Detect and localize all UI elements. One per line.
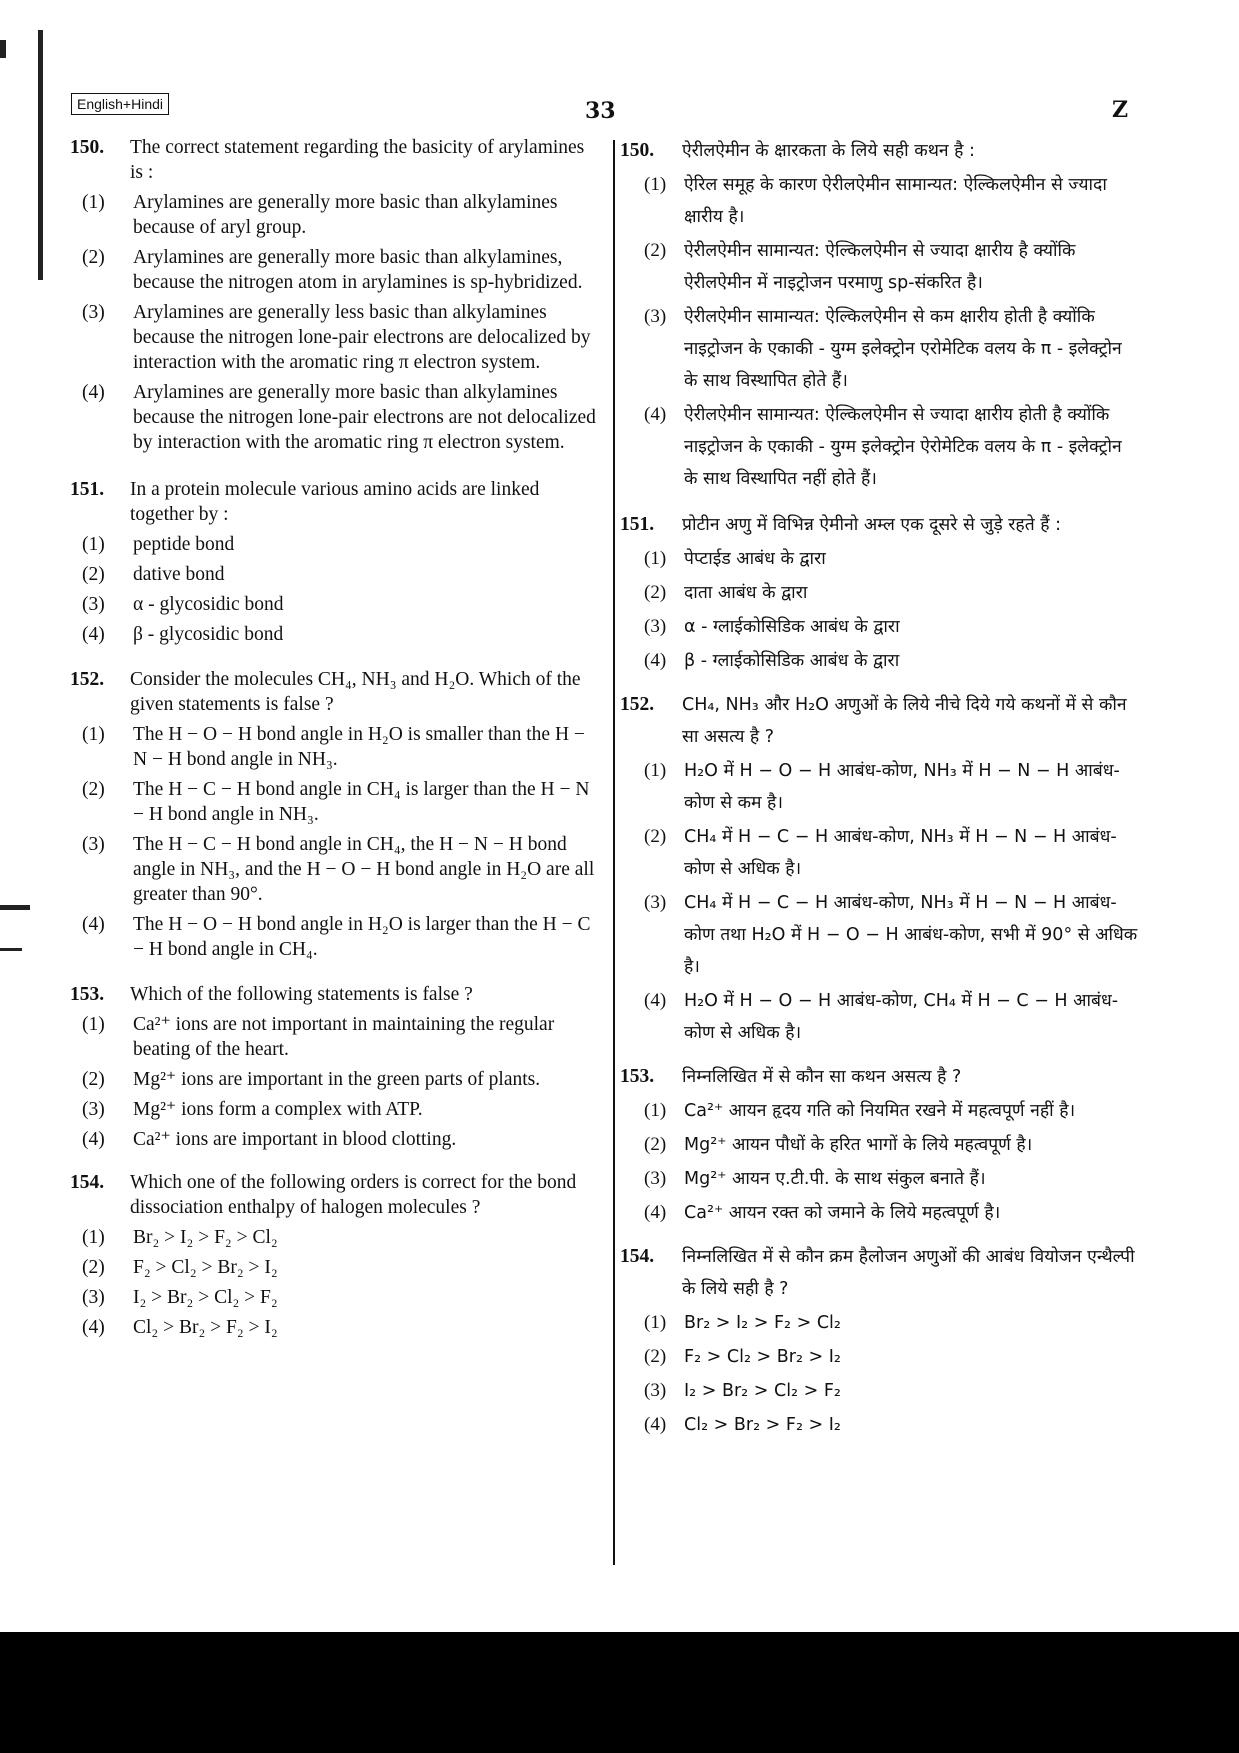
option-text: F₂ > Cl₂ > Br₂ > I₂ <box>684 1347 841 1367</box>
answer-option <box>620 821 1140 885</box>
question-text: The correct statement regarding the basicity of arylamines is : <box>130 137 585 183</box>
option-text: Ca²⁺ ions are not important in maintaining the regular beating of the heart. <box>133 1014 555 1060</box>
question-stem <box>620 1061 1140 1093</box>
question-block <box>620 135 1140 495</box>
option-text: Br₂ > I₂ > F₂ > Cl₂ <box>133 1227 278 1248</box>
answer-option <box>70 1285 600 1310</box>
option-text: α - glycosidic bond <box>133 594 284 615</box>
question-block <box>70 982 600 1152</box>
footer-band <box>0 1632 1239 1753</box>
option-text: ऐरीलऐमीन सामान्यत: ऐल्किलऐमीन से कम क्षारीय होती है क्योंकि नाइट्रोजन के एकाकी - युग्म इलेक्ट्रोन एरोमेटिक वलय के π - इलेक्ट्रोन के साथ विस्थापित होते हैं। <box>684 307 1122 391</box>
answer-option <box>620 1163 1140 1195</box>
question-number: 153. <box>620 1066 655 1087</box>
answer-option <box>70 832 600 907</box>
question-text: Consider the molecules CH₄, NH₃ and H₂O. Which of the given statements is false ? <box>130 669 581 715</box>
question-stem <box>620 135 1140 167</box>
hindi-column <box>620 135 1140 1441</box>
question-text: CH₄, NH₃ और H₂O अणुओं के लिये नीचे दिये गये कथनों में से कौन सा असत्य है ? <box>682 695 1127 747</box>
question-number: 152. <box>620 694 655 715</box>
question-text: Which one of the following orders is correct for the bond dissociation enthalpy of halogen molecules ? <box>130 1172 577 1218</box>
question-number: 150. <box>620 140 655 161</box>
answer-option <box>620 1197 1140 1229</box>
question-stem <box>70 1170 600 1220</box>
paper-set-code: Z <box>1112 97 1129 123</box>
answer-option <box>70 1127 600 1152</box>
option-text: I₂ > Br₂ > Cl₂ > F₂ <box>133 1287 278 1308</box>
question-stem <box>70 477 600 527</box>
option-text: Cl₂ > Br₂ > F₂ > I₂ <box>684 1415 841 1435</box>
option-text: Ca²⁺ आयन हृदय गति को नियमित रखने में महत्वपूर्ण नहीं है। <box>684 1101 1076 1121</box>
option-number: (2) <box>644 240 667 261</box>
option-number: (3) <box>82 1287 105 1308</box>
question-text: Which of the following statements is false ? <box>130 984 473 1005</box>
option-number: (1) <box>644 1312 667 1333</box>
option-text: दाता आबंध के द्वारा <box>684 583 808 603</box>
answer-option <box>620 1341 1140 1373</box>
option-text: Mg²⁺ आयन पौधों के हरित भागों के लिये महत्वपूर्ण है। <box>684 1135 1033 1155</box>
option-number: (4) <box>644 650 667 671</box>
answer-option <box>70 562 600 587</box>
option-text: Ca²⁺ आयन रक्त को जमाने के लिये महत्वपूर्ण है। <box>684 1203 1001 1223</box>
scan-edge-line <box>38 30 43 280</box>
option-text: The H − O − H bond angle in H₂O is larger than the H − C − H bond angle in CH₄. <box>133 914 591 960</box>
question-block <box>70 667 600 962</box>
answer-option <box>620 985 1140 1049</box>
option-number: (1) <box>644 174 667 195</box>
question-stem <box>70 135 600 185</box>
language-badge: English+Hindi <box>71 93 169 115</box>
option-number: (4) <box>644 1414 667 1435</box>
answer-option <box>70 245 600 295</box>
option-text: Mg²⁺ ions are important in the green parts of plants. <box>133 1069 541 1090</box>
option-number: (4) <box>644 990 667 1011</box>
option-text: The H − O − H bond angle in H₂O is smaller than the H − N − H bond angle in NH₃. <box>133 724 585 770</box>
option-number: (2) <box>644 1346 667 1367</box>
question-text: निम्नलिखित में से कौन क्रम हैलोजन अणुओं की आबंध वियोजन एन्थैल्पी के लिये सही है ? <box>682 1247 1135 1299</box>
option-number: (2) <box>82 564 105 585</box>
answer-option <box>70 1012 600 1062</box>
option-number: (4) <box>82 624 105 645</box>
question-number: 150. <box>70 137 105 158</box>
question-block <box>620 509 1140 677</box>
question-text: ऐरीलऐमीन के क्षारकता के लिये सही कथन है : <box>682 141 975 161</box>
option-number: (3) <box>82 594 105 615</box>
answer-option <box>620 1129 1140 1161</box>
option-number: (4) <box>644 1202 667 1223</box>
answer-option <box>620 1409 1140 1441</box>
question-number: 154. <box>70 1172 105 1193</box>
option-text: β - ग्लाईकोसिडिक आबंध के द्वारा <box>684 651 900 671</box>
option-number: (1) <box>82 1014 105 1035</box>
option-text: पेप्टाईड आबंध के द्वारा <box>684 549 826 569</box>
question-block <box>620 1241 1140 1441</box>
question-stem <box>620 689 1140 753</box>
option-number: (1) <box>644 760 667 781</box>
option-text: F₂ > Cl₂ > Br₂ > I₂ <box>133 1257 278 1278</box>
option-number: (4) <box>82 914 105 935</box>
option-text: The H − C − H bond angle in CH₄ is larger than the H − N − H bond angle in NH₃. <box>133 779 590 825</box>
answer-option <box>620 169 1140 233</box>
option-text: α - ग्लाईकोसिडिक आबंध के द्वारा <box>684 617 900 637</box>
option-number: (3) <box>644 1380 667 1401</box>
option-number: (1) <box>644 1100 667 1121</box>
question-block <box>70 135 600 455</box>
answer-option <box>70 592 600 617</box>
option-number: (1) <box>644 548 667 569</box>
answer-option <box>620 235 1140 299</box>
answer-option <box>620 577 1140 609</box>
option-number: (2) <box>644 1134 667 1155</box>
scan-edge-tick <box>0 905 30 910</box>
option-number: (3) <box>644 1168 667 1189</box>
answer-option <box>70 380 600 455</box>
question-text: निम्नलिखित में से कौन सा कथन असत्य है ? <box>682 1067 962 1087</box>
option-text: β - glycosidic bond <box>133 624 284 645</box>
question-stem <box>620 509 1140 541</box>
answer-option <box>70 622 600 647</box>
option-text: ऐरीलऐमीन सामान्यत: ऐल्किलऐमीन से ज्यादा क्षारीय होती है क्योंकि नाइट्रोजन के एकाकी - युग्म इलेक्ट्रोन ऐरोमेटिक वलय के π - इलेक्ट्रोन के साथ विस्थापित नहीं होते हैं। <box>684 405 1122 489</box>
scan-edge-tick <box>0 948 22 951</box>
option-text: ऐरीलऐमीन सामान्यत: ऐल्किलऐमीन से ज्यादा क्षारीय है क्योंकि ऐरीलऐमीन में नाइट्रोजन परमाणु sp-संकरित है। <box>684 241 1076 293</box>
option-number: (2) <box>644 582 667 603</box>
option-text: Arylamines are generally more basic than alkylamines because the nitrogen lone-pair electrons are not delocalized by interaction with the aromatic ring π electron system. <box>133 382 596 453</box>
question-number: 152. <box>70 669 105 690</box>
answer-option <box>70 190 600 240</box>
answer-option <box>70 1225 600 1250</box>
option-text: Ca²⁺ ions are important in blood clotting. <box>133 1129 457 1150</box>
answer-option <box>620 645 1140 677</box>
option-text: Arylamines are generally more basic than alkylamines, because the nitrogen atom in arylamines is sp-hybridized. <box>133 247 583 293</box>
option-number: (2) <box>82 779 105 800</box>
english-column <box>70 135 600 1340</box>
option-number: (4) <box>644 404 667 425</box>
answer-option <box>620 611 1140 643</box>
option-text: Br₂ > I₂ > F₂ > Cl₂ <box>684 1313 841 1333</box>
answer-option <box>620 887 1140 983</box>
option-text: Mg²⁺ आयन ए.टी.पी. के साथ संकुल बनाते हैं। <box>684 1169 986 1189</box>
answer-option <box>70 777 600 827</box>
question-stem <box>70 667 600 717</box>
scan-edge-mark <box>0 40 6 58</box>
option-text: I₂ > Br₂ > Cl₂ > F₂ <box>684 1381 841 1401</box>
answer-option <box>70 722 600 772</box>
question-number: 154. <box>620 1246 655 1267</box>
option-number: (4) <box>82 1129 105 1150</box>
question-text: In a protein molecule various amino acids are linked together by : <box>130 479 540 525</box>
question-stem <box>70 982 600 1007</box>
answer-option <box>620 755 1140 819</box>
answer-option <box>620 543 1140 575</box>
question-number: 151. <box>70 479 105 500</box>
option-text: H₂O में H − O − H आबंध-कोण, CH₄ में H − C − H आबंध-कोण से अधिक है। <box>684 991 1119 1043</box>
option-text: The H − C − H bond angle in CH₄, the H − N − H bond angle in NH₃, and the H − O − H bond angle in H₂O are all greater than 90°. <box>133 834 595 905</box>
column-divider <box>613 140 615 1565</box>
answer-option <box>70 1255 600 1280</box>
option-number: (3) <box>644 892 667 913</box>
question-number: 153. <box>70 984 105 1005</box>
option-number: (2) <box>82 1069 105 1090</box>
option-number: (4) <box>82 1317 105 1338</box>
question-text: प्रोटीन अणु में विभिन्न ऐमीनो अम्ल एक दूसरे से जुड़े रहते हैं : <box>682 515 1061 535</box>
option-text: H₂O में H − O − H आबंध-कोण, NH₃ में H − N − H आबंध-कोण से कम है। <box>684 761 1120 813</box>
option-number: (3) <box>644 306 667 327</box>
option-text: Cl₂ > Br₂ > F₂ > I₂ <box>133 1317 278 1338</box>
option-text: Arylamines are generally less basic than alkylamines because the nitrogen lone-pair electrons are delocalized by interaction with the aromatic ring π electron system. <box>133 302 591 373</box>
question-number: 151. <box>620 514 655 535</box>
question-block <box>70 477 600 647</box>
answer-option <box>70 1067 600 1092</box>
answer-option <box>70 532 600 557</box>
option-text: Mg²⁺ ions form a complex with ATP. <box>133 1099 423 1120</box>
answer-option <box>620 399 1140 495</box>
option-text: ऐरिल समूह के कारण ऐरीलऐमीन सामान्यत: ऐल्किलऐमीन से ज्यादा क्षारीय है। <box>684 175 1107 227</box>
answer-option <box>620 1375 1140 1407</box>
option-number: (1) <box>82 1227 105 1248</box>
question-block <box>620 1061 1140 1229</box>
answer-option <box>70 300 600 375</box>
question-stem <box>620 1241 1140 1305</box>
question-block <box>620 689 1140 1049</box>
answer-option <box>70 1097 600 1122</box>
option-text: dative bond <box>133 564 225 585</box>
option-text: CH₄ में H − C − H आबंध-कोण, NH₃ में H − N − H आबंध-कोण से अधिक है। <box>684 827 1117 879</box>
answer-option <box>70 1315 600 1340</box>
option-number: (2) <box>82 247 105 268</box>
option-text: CH₄ में H − C − H आबंध-कोण, NH₃ में H − N − H आबंध-कोण तथा H₂O में H − O − H आबंध-कोण, सभी में 90° से अधिक है। <box>684 893 1138 977</box>
question-block <box>70 1170 600 1340</box>
option-number: (1) <box>82 534 105 555</box>
option-number: (3) <box>82 1099 105 1120</box>
option-number: (1) <box>82 192 105 213</box>
option-number: (2) <box>82 1257 105 1278</box>
answer-option <box>620 301 1140 397</box>
answer-option <box>620 1095 1140 1127</box>
answer-option <box>620 1307 1140 1339</box>
option-number: (1) <box>82 724 105 745</box>
page-number: 33 <box>585 98 616 124</box>
option-text: Arylamines are generally more basic than alkylamines because of aryl group. <box>133 192 558 238</box>
option-number: (3) <box>644 616 667 637</box>
option-number: (2) <box>644 826 667 847</box>
option-number: (3) <box>82 302 105 323</box>
answer-option <box>70 912 600 962</box>
option-number: (4) <box>82 382 105 403</box>
option-number: (3) <box>82 834 105 855</box>
option-text: peptide bond <box>133 534 235 555</box>
